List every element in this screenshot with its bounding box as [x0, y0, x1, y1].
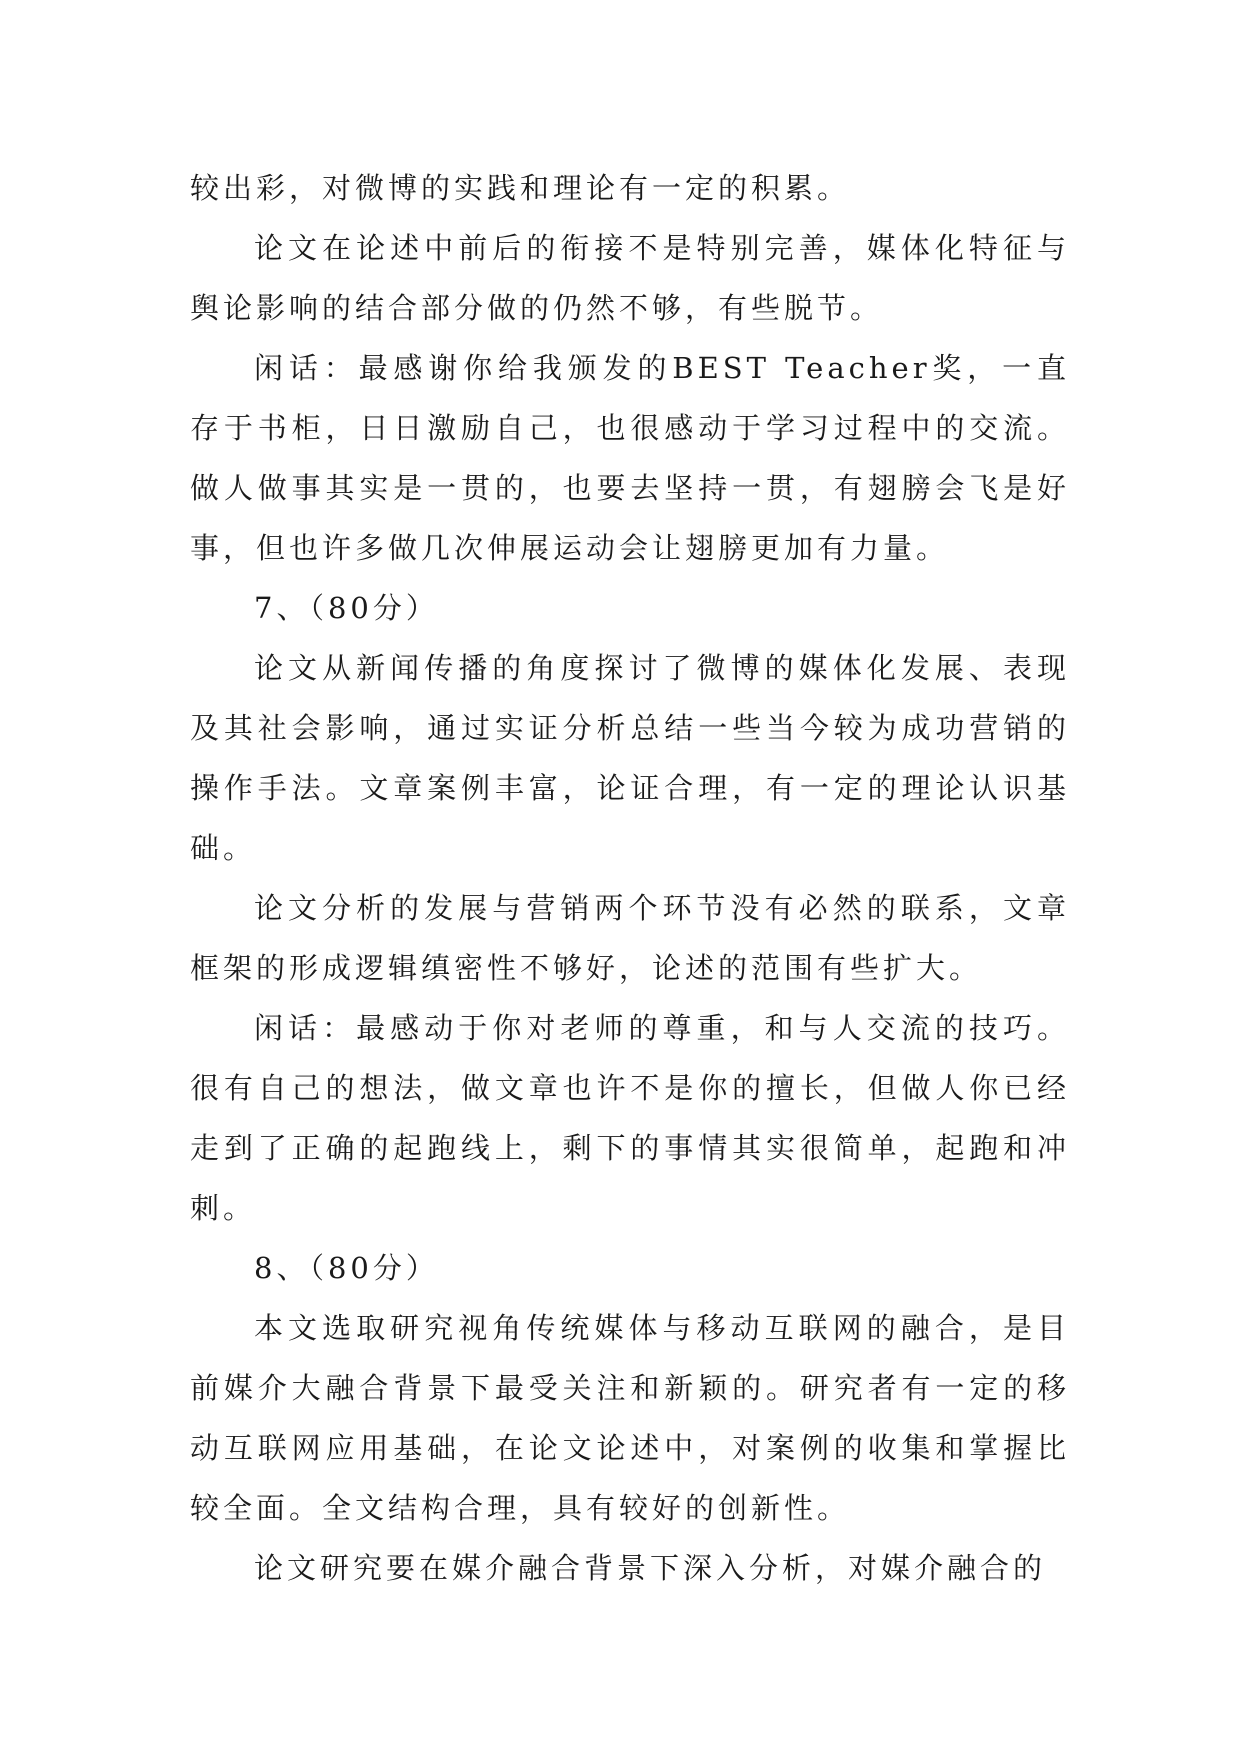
paragraph-critique: 论文分析的发展与营销两个环节没有必然的联系，文章框架的形成逻辑缜密性不够好，论述的范围有些扩大。	[190, 891, 1070, 985]
paragraph-remark: 闲话：最感谢你给我颁发的BEST Teacher奖，一直存于书柜，日日激励自己，也很感动于学习过程中的交流。做人做事其实是一贯的，也要去坚持一贯，有翅膀会飞是好事，但也许多做几次伸展运动会让翅膀更加有力量。	[190, 351, 1070, 565]
paragraph-continuation: 较出彩，对微博的实践和理论有一定的积累。	[190, 171, 851, 205]
document-body	[190, 158, 1070, 1598]
paragraph-remark: 闲话：最感动于你对老师的尊重，和与人交流的技巧。很有自己的想法，做文章也许不是你的擅长，但做人你已经走到了正确的起跑线上，剩下的事情其实很简单，起跑和冲刺。	[190, 1011, 1070, 1225]
section-heading-8: 8、（80分）	[254, 1251, 439, 1285]
section-heading-7: 7、（80分）	[254, 591, 439, 625]
paragraph-evaluation: 本文选取研究视角传统媒体与移动互联网的融合，是目前媒介大融合背景下最受关注和新颖的。研究者有一定的移动互联网应用基础，在论文论述中，对案例的收集和掌握比较全面。全文结构合理，具有较好的创新性。	[190, 1311, 1070, 1525]
paragraph-evaluation: 论文从新闻传播的角度探讨了微博的媒体化发展、表现及其社会影响，通过实证分析总结一些当今较为成功营销的操作手法。文章案例丰富，论证合理，有一定的理论认识基础。	[190, 651, 1070, 865]
paragraph-critique: 论文在论述中前后的衔接不是特别完善，媒体化特征与舆论影响的结合部分做的仍然不够，有些脱节。	[190, 231, 1070, 325]
paragraph-critique: 论文研究要在媒介融合背景下深入分析，对媒介融合的	[254, 1551, 1047, 1585]
